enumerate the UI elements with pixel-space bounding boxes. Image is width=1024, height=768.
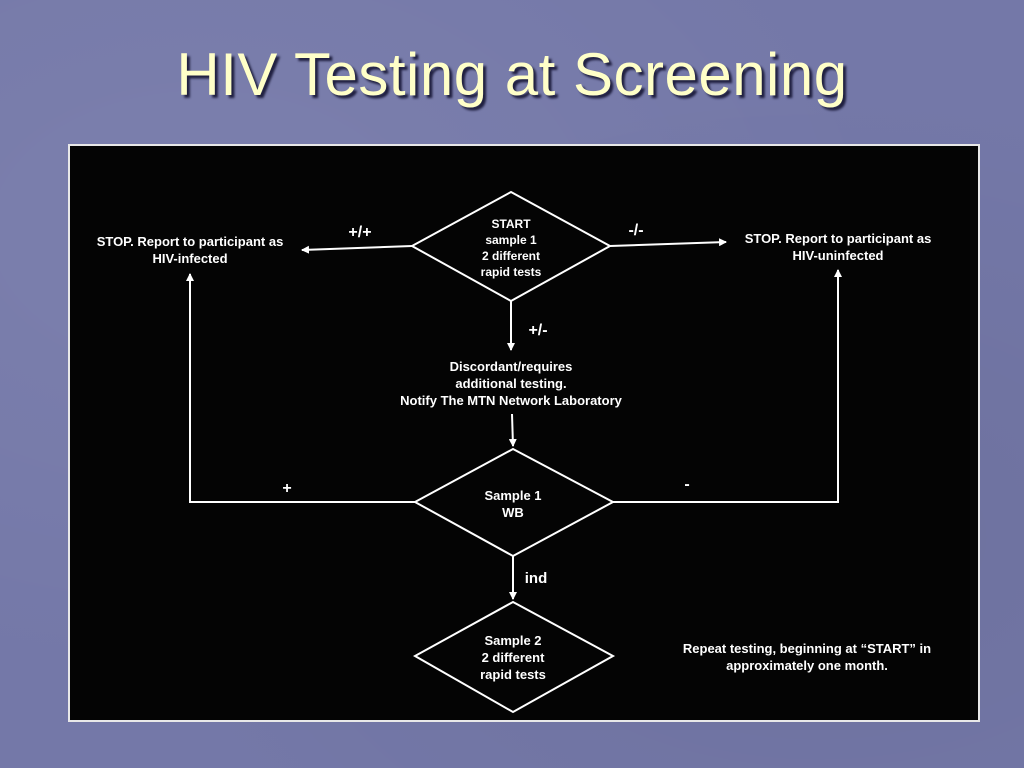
start-node-label: START sample 1 2 different rapid tests (480, 217, 542, 279)
edge-label-wb-pos: + (282, 480, 292, 497)
edge-label-neg-neg: -/- (628, 222, 644, 239)
arrow-pos-pos (302, 246, 412, 250)
arrow-discordant-wb (512, 414, 513, 446)
flowchart-panel (68, 144, 980, 722)
repeat-testing-note: Repeat testing, beginning at “START” in approximately one month. (682, 641, 932, 673)
stop-infected-label: STOP. Report to participant as HIV-infected (96, 234, 284, 266)
stop-uninfected-label: STOP. Report to participant as HIV-uninfected (744, 231, 932, 263)
edge-label-wb-neg: - (684, 476, 690, 493)
edge-label-pos-pos: +/+ (348, 224, 372, 241)
edge-label-pos-neg: +/- (528, 322, 548, 339)
slide-title: HIV Testing at Screening (176, 41, 848, 108)
discordant-label: Discordant/requires additional testing. Notify The MTN Network Laboratory (400, 359, 622, 408)
arrow-neg-neg (610, 242, 726, 246)
sample2-node-label: Sample 2 2 different rapid tests (480, 633, 546, 682)
wb-node-label: Sample 1 WB (484, 488, 542, 520)
edge-label-ind: ind (524, 570, 548, 587)
